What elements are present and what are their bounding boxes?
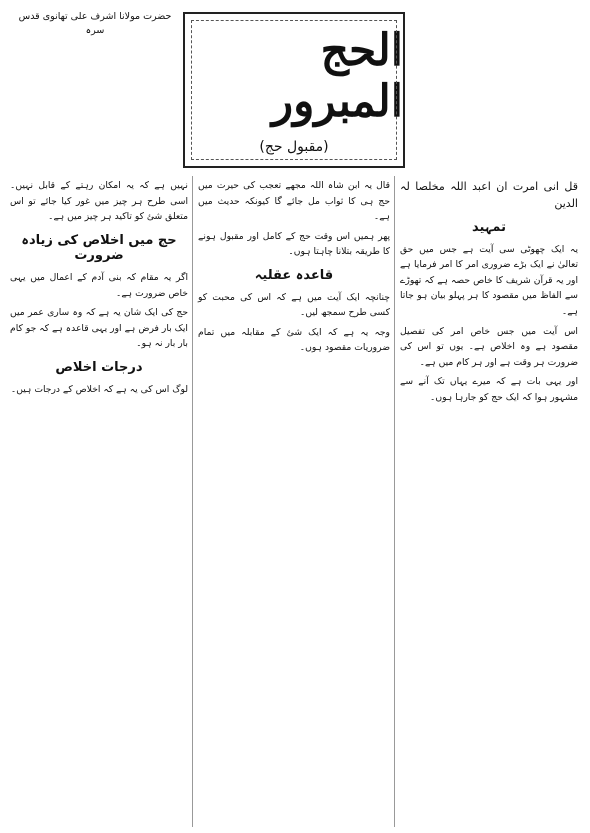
section-heading-darajat: درجات اخلاص bbox=[55, 359, 143, 375]
author-credit: حضرت مولانا اشرف علی تھانوی قدس سرہ bbox=[18, 11, 172, 36]
title-frame bbox=[183, 12, 405, 168]
column-divider bbox=[192, 176, 193, 827]
paragraph: نہیں ہے کہ یہ امکان رہتے کے قابل نہیں۔ اسی طرح ہر چیز میں غور کیا جائے تو اس متعلق شئ کو تاکید ہر چیز میں ہے۔ bbox=[10, 180, 188, 223]
paragraph: قال یہ ابن شاہ اللہ مجھے تعجب کی حیرت میں حج ہی کا ثواب مل جائے گا کیونکہ حدیث میں ہے۔ bbox=[198, 180, 390, 223]
column-middle bbox=[198, 178, 390, 360]
paragraph: چنانچہ ایک آیت میں ہے کہ اس کی محبت کو کسی طرح سمجھ لیں۔ bbox=[198, 291, 390, 319]
paragraph: پھر ہمیں اس وقت حج کے کامل اور مقبول ہونے کا طریقہ بتلانا چاہتا ہوں۔ bbox=[198, 230, 390, 258]
paragraph: وجہ یہ ہے کہ ایک شئ کے مقابلہ میں تمام ضروریات مقصود ہوں۔ bbox=[198, 326, 390, 354]
paragraph: حج کی ایک شان یہ ہے کہ وہ ساری عمر میں ایک بار فرض ہے اور یہی قاعدہ ہے کہ جو کام بار بار نہ ہو۔ bbox=[10, 307, 188, 350]
paragraph: اس آیت میں جس خاص امر کی تفصیل مقصود ہے وہ اخلاص ہے۔ یوں تو اس کی ضرورت ہر وقت ہے اور ہر کام میں ہے۔ bbox=[400, 325, 578, 368]
column-left bbox=[10, 178, 188, 401]
column-divider bbox=[394, 176, 395, 827]
article-subtitle: (مقبول حج) bbox=[259, 139, 329, 155]
paragraph: یہ ایک چھوٹی سی آیت ہے جس میں حق تعالیٰ نے ایک بڑے ضروری امر کا امر فرمایا ہے اور یہ قرآن شریف کا خاص حصہ ہے کہ تھوڑے سے الفاظ میں مقصود کا ہر پہلو بیان ہو جاتا ہے۔ bbox=[400, 243, 578, 317]
paragraph: اور یہی بات ہے کہ میرے یہاں تک آنے سے مشہور ہوا کہ ایک حج کو جارہا ہوں۔ bbox=[400, 376, 578, 403]
article-title: الحج المبرور bbox=[271, 25, 403, 127]
column-right bbox=[400, 178, 578, 410]
section-heading-tamheed: تمہید bbox=[471, 220, 507, 235]
title-ornament bbox=[191, 20, 397, 160]
paragraph: اگر یہ مقام کہ بنی آدم کے اعمال میں یہی خاص ضرورت ہے۔ bbox=[10, 271, 188, 299]
section-heading-qaida: قاعدہ عقلیہ bbox=[254, 267, 334, 283]
intro-quote: قل انی امرت ان اعبد اللہ مخلصا لہ الدین bbox=[400, 180, 578, 210]
section-heading-ikhlas: حج میں اخلاص کی زیادہ ضرورت bbox=[21, 232, 177, 264]
paragraph: لوگ اس کی یہ ہے کہ اخلاص کے درجات ہیں۔ bbox=[10, 383, 188, 395]
